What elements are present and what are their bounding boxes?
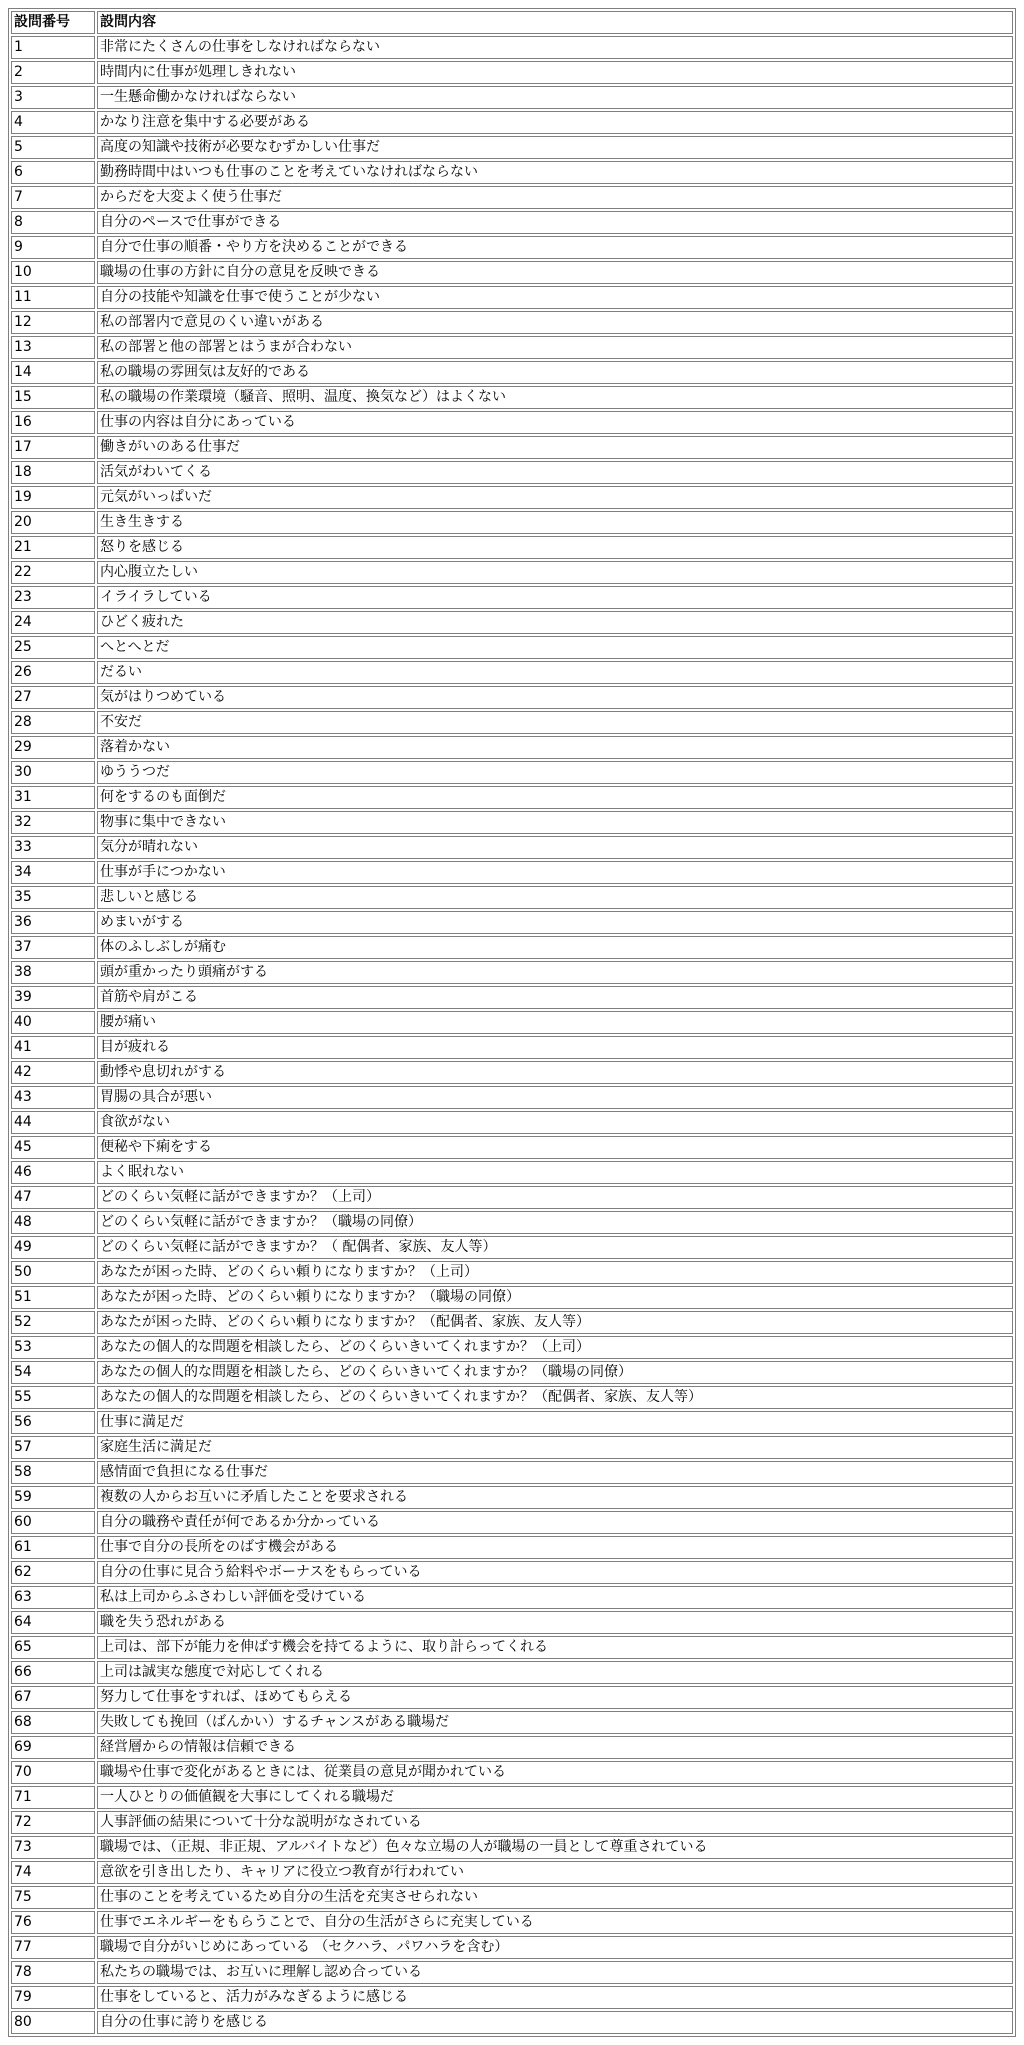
question-number: 62 xyxy=(11,1561,95,1584)
table-row xyxy=(11,1961,1013,1984)
question-number: 5 xyxy=(11,136,95,159)
question-text: 職を失う恐れがある xyxy=(97,1611,1013,1634)
table-row xyxy=(11,761,1013,784)
table-row xyxy=(11,1636,1013,1659)
table-row xyxy=(11,1136,1013,1159)
table-row xyxy=(11,636,1013,659)
table-row xyxy=(11,561,1013,584)
table-row xyxy=(11,1811,1013,1834)
table-row xyxy=(11,136,1013,159)
question-number: 39 xyxy=(11,986,95,1009)
table-row xyxy=(11,1986,1013,2009)
table-row xyxy=(11,1311,1013,1334)
question-number: 79 xyxy=(11,1986,95,2009)
table-row xyxy=(11,1336,1013,1359)
question-number: 80 xyxy=(11,2011,95,2034)
question-text: へとへとだ xyxy=(97,636,1013,659)
table-row xyxy=(11,1436,1013,1459)
table-row xyxy=(11,661,1013,684)
question-number: 25 xyxy=(11,636,95,659)
question-text: 高度の知識や技術が必要なむずかしい仕事だ xyxy=(97,136,1013,159)
table-row xyxy=(11,1711,1013,1734)
question-text: 一人ひとりの価値観を大事にしてくれる職場だ xyxy=(97,1786,1013,1809)
question-number: 53 xyxy=(11,1336,95,1359)
table-row xyxy=(11,1886,1013,1909)
question-text: 体のふしぶしが痛む xyxy=(97,936,1013,959)
table-row xyxy=(11,1686,1013,1709)
question-number: 76 xyxy=(11,1911,95,1934)
question-number: 15 xyxy=(11,386,95,409)
table-row xyxy=(11,811,1013,834)
table-row xyxy=(11,1411,1013,1434)
question-number: 38 xyxy=(11,961,95,984)
question-number: 51 xyxy=(11,1286,95,1309)
question-text: 非常にたくさんの仕事をしなければならない xyxy=(97,36,1013,59)
question-number: 61 xyxy=(11,1536,95,1559)
table-row xyxy=(11,361,1013,384)
question-number: 22 xyxy=(11,561,95,584)
question-number: 42 xyxy=(11,1061,95,1084)
question-number: 54 xyxy=(11,1361,95,1384)
question-text: 職場では、（正規、非正規、アルバイトなど）色々な立場の人が職場の一員として尊重されている xyxy=(97,1836,1013,1859)
question-number: 41 xyxy=(11,1036,95,1059)
question-number: 14 xyxy=(11,361,95,384)
table-row xyxy=(11,261,1013,284)
table-row xyxy=(11,286,1013,309)
question-number: 49 xyxy=(11,1236,95,1259)
question-number: 55 xyxy=(11,1386,95,1409)
question-text: 私の部署内で意見のくい違いがある xyxy=(97,311,1013,334)
table-row xyxy=(11,436,1013,459)
question-text: 自分で仕事の順番・やり方を決めることができる xyxy=(97,236,1013,259)
question-text: 怒りを感じる xyxy=(97,536,1013,559)
question-number: 46 xyxy=(11,1161,95,1184)
table-row xyxy=(11,536,1013,559)
question-number: 12 xyxy=(11,311,95,334)
table-row xyxy=(11,686,1013,709)
table-row xyxy=(11,1061,1013,1084)
question-text: 悲しいと感じる xyxy=(97,886,1013,909)
question-number: 16 xyxy=(11,411,95,434)
question-text: 仕事で自分の長所をのばす機会がある xyxy=(97,1536,1013,1559)
question-number: 9 xyxy=(11,236,95,259)
question-number: 34 xyxy=(11,861,95,884)
table-row xyxy=(11,36,1013,59)
table-row xyxy=(11,861,1013,884)
question-text: 元気がいっぱいだ xyxy=(97,486,1013,509)
table-row xyxy=(11,1286,1013,1309)
table-row xyxy=(11,486,1013,509)
question-number: 75 xyxy=(11,1886,95,1909)
question-text: 食欲がない xyxy=(97,1111,1013,1134)
question-number: 18 xyxy=(11,461,95,484)
question-text: 私の職場の作業環境（騒音、照明、温度、換気など）はよくない xyxy=(97,386,1013,409)
question-text: 職場で自分がいじめにあっている （セクハラ、パワハラを含む） xyxy=(97,1936,1013,1959)
table-row xyxy=(11,911,1013,934)
question-number: 74 xyxy=(11,1861,95,1884)
question-text: あなたの個人的な問題を相談したら、どのくらいきいてくれますか？（配偶者、家族、友人等） xyxy=(97,1386,1013,1409)
question-text: どのくらい気軽に話ができますか？（上司） xyxy=(97,1186,1013,1209)
question-text: 自分の仕事に見合う給料やボーナスをもらっている xyxy=(97,1561,1013,1584)
question-text: 上司は誠実な態度で対応してくれる xyxy=(97,1661,1013,1684)
question-text: 感情面で負担になる仕事だ xyxy=(97,1461,1013,1484)
table-row xyxy=(11,836,1013,859)
question-text: 仕事をしていると、活力がみなぎるように感じる xyxy=(97,1986,1013,2009)
question-text: 胃腸の具合が悪い xyxy=(97,1086,1013,1109)
question-number: 2 xyxy=(11,61,95,84)
question-text: 首筋や肩がこる xyxy=(97,986,1013,1009)
question-text: どのくらい気軽に話ができますか？（ 配偶者、家族、友人等） xyxy=(97,1236,1013,1259)
question-text: 私の職場の雰囲気は友好的である xyxy=(97,361,1013,384)
question-text: あなたの個人的な問題を相談したら、どのくらいきいてくれますか？（上司） xyxy=(97,1336,1013,1359)
table-row xyxy=(11,786,1013,809)
question-number: 13 xyxy=(11,336,95,359)
question-number: 63 xyxy=(11,1586,95,1609)
question-number: 8 xyxy=(11,211,95,234)
question-number: 65 xyxy=(11,1636,95,1659)
question-text: 自分の技能や知識を仕事で使うことが少ない xyxy=(97,286,1013,309)
question-number: 52 xyxy=(11,1311,95,1334)
questionnaire-table xyxy=(8,8,1016,2037)
question-number: 26 xyxy=(11,661,95,684)
table-row xyxy=(11,1586,1013,1609)
table-row xyxy=(11,1611,1013,1634)
question-number: 68 xyxy=(11,1711,95,1734)
question-text: 活気がわいてくる xyxy=(97,461,1013,484)
question-number: 64 xyxy=(11,1611,95,1634)
question-text: ひどく疲れた xyxy=(97,611,1013,634)
question-number: 78 xyxy=(11,1961,95,1984)
table-row xyxy=(11,1236,1013,1259)
table-row xyxy=(11,586,1013,609)
question-number: 19 xyxy=(11,486,95,509)
question-number: 35 xyxy=(11,886,95,909)
question-number: 31 xyxy=(11,786,95,809)
table-row xyxy=(11,736,1013,759)
question-text: 家庭生活に満足だ xyxy=(97,1436,1013,1459)
table-row xyxy=(11,1761,1013,1784)
question-number: 7 xyxy=(11,186,95,209)
question-number: 20 xyxy=(11,511,95,534)
table-row xyxy=(11,386,1013,409)
question-text: 気がはりつめている xyxy=(97,686,1013,709)
question-number: 40 xyxy=(11,1011,95,1034)
table-row xyxy=(11,1011,1013,1034)
question-number: 23 xyxy=(11,586,95,609)
question-text: 複数の人からお互いに矛盾したことを要求される xyxy=(97,1486,1013,1509)
question-number: 28 xyxy=(11,711,95,734)
table-row xyxy=(11,336,1013,359)
question-text: 私は上司からふさわしい評価を受けている xyxy=(97,1586,1013,1609)
question-text: からだを大変よく使う仕事だ xyxy=(97,186,1013,209)
question-number: 47 xyxy=(11,1186,95,1209)
question-number: 50 xyxy=(11,1261,95,1284)
table-row xyxy=(11,411,1013,434)
question-number: 57 xyxy=(11,1436,95,1459)
column-header-content: 設問内容 xyxy=(97,11,1013,34)
question-number: 66 xyxy=(11,1661,95,1684)
question-text: よく眠れない xyxy=(97,1161,1013,1184)
question-number: 36 xyxy=(11,911,95,934)
question-number: 73 xyxy=(11,1836,95,1859)
table-row xyxy=(11,461,1013,484)
table-row xyxy=(11,1036,1013,1059)
table-row xyxy=(11,1836,1013,1859)
question-text: 自分のペースで仕事ができる xyxy=(97,211,1013,234)
question-text: 私の部署と他の部署とはうまが合わない xyxy=(97,336,1013,359)
question-text: 勤務時間中はいつも仕事のことを考えていなければならない xyxy=(97,161,1013,184)
question-text: 経営層からの情報は信頼できる xyxy=(97,1736,1013,1759)
table-row xyxy=(11,1861,1013,1884)
question-number: 56 xyxy=(11,1411,95,1434)
table-row xyxy=(11,2011,1013,2034)
question-text: 気分が晴れない xyxy=(97,836,1013,859)
question-number: 44 xyxy=(11,1111,95,1134)
question-text: 落着かない xyxy=(97,736,1013,759)
question-text: 職場の仕事の方針に自分の意見を反映できる xyxy=(97,261,1013,284)
question-text: 仕事のことを考えているため自分の生活を充実させられない xyxy=(97,1886,1013,1909)
question-text: 何をするのも面倒だ xyxy=(97,786,1013,809)
table-row xyxy=(11,1511,1013,1534)
question-number: 45 xyxy=(11,1136,95,1159)
table-row xyxy=(11,1086,1013,1109)
question-text: 動悸や息切れがする xyxy=(97,1061,1013,1084)
question-text: あなたが困った時、どのくらい頼りになりますか？（職場の同僚） xyxy=(97,1286,1013,1309)
question-text: どのくらい気軽に話ができますか？（職場の同僚） xyxy=(97,1211,1013,1234)
question-number: 70 xyxy=(11,1761,95,1784)
question-number: 58 xyxy=(11,1461,95,1484)
table-row xyxy=(11,1661,1013,1684)
table-row xyxy=(11,161,1013,184)
question-number: 37 xyxy=(11,936,95,959)
question-text: 失敗しても挽回（ばんかい）するチャンスがある職場だ xyxy=(97,1711,1013,1734)
table-row xyxy=(11,511,1013,534)
question-text: 一生懸命働かなければならない xyxy=(97,86,1013,109)
question-number: 30 xyxy=(11,761,95,784)
question-text: 上司は、部下が能力を伸ばす機会を持てるように、取り計らってくれる xyxy=(97,1636,1013,1659)
question-number: 29 xyxy=(11,736,95,759)
question-text: 人事評価の結果について十分な説明がなされている xyxy=(97,1811,1013,1834)
question-text: 私たちの職場では、お互いに理解し認め合っている xyxy=(97,1961,1013,1984)
question-number: 10 xyxy=(11,261,95,284)
table-row xyxy=(11,1186,1013,1209)
question-number: 27 xyxy=(11,686,95,709)
question-text: イライラしている xyxy=(97,586,1013,609)
question-text: 努力して仕事をすれば、ほめてもらえる xyxy=(97,1686,1013,1709)
question-number: 6 xyxy=(11,161,95,184)
question-text: 不安だ xyxy=(97,711,1013,734)
table-row xyxy=(11,1936,1013,1959)
table-row xyxy=(11,961,1013,984)
question-number: 4 xyxy=(11,111,95,134)
table-row xyxy=(11,1461,1013,1484)
question-number: 43 xyxy=(11,1086,95,1109)
question-text: 腰が痛い xyxy=(97,1011,1013,1034)
question-text: 仕事に満足だ xyxy=(97,1411,1013,1434)
question-text: ゆううつだ xyxy=(97,761,1013,784)
question-text: 職場や仕事で変化があるときには、従業員の意見が聞かれている xyxy=(97,1761,1013,1784)
table-row xyxy=(11,611,1013,634)
column-header-number: 設問番号 xyxy=(11,11,95,34)
table-row xyxy=(11,1211,1013,1234)
question-number: 24 xyxy=(11,611,95,634)
question-number: 1 xyxy=(11,36,95,59)
table-row xyxy=(11,1536,1013,1559)
table-row xyxy=(11,186,1013,209)
table-row xyxy=(11,1561,1013,1584)
table-row xyxy=(11,211,1013,234)
question-text: 内心腹立たしい xyxy=(97,561,1013,584)
question-number: 3 xyxy=(11,86,95,109)
question-number: 32 xyxy=(11,811,95,834)
table-row xyxy=(11,1161,1013,1184)
table-row xyxy=(11,111,1013,134)
table-row xyxy=(11,711,1013,734)
question-number: 71 xyxy=(11,1786,95,1809)
question-number: 60 xyxy=(11,1511,95,1534)
table-row xyxy=(11,1261,1013,1284)
question-text: 時間内に仕事が処理しきれない xyxy=(97,61,1013,84)
question-number: 21 xyxy=(11,536,95,559)
question-text: 目が疲れる xyxy=(97,1036,1013,1059)
question-text: 仕事でエネルギーをもらうことで、自分の生活がさらに充実している xyxy=(97,1911,1013,1934)
question-text: かなり注意を集中する必要がある xyxy=(97,111,1013,134)
question-text: あなたが困った時、どのくらい頼りになりますか？（上司） xyxy=(97,1261,1013,1284)
question-text: 便秘や下痢をする xyxy=(97,1136,1013,1159)
question-text: 自分の職務や責任が何であるか分かっている xyxy=(97,1511,1013,1534)
question-number: 33 xyxy=(11,836,95,859)
question-text: あなたの個人的な問題を相談したら、どのくらいきいてくれますか？（職場の同僚） xyxy=(97,1361,1013,1384)
question-text: あなたが困った時、どのくらい頼りになりますか？（配偶者、家族、友人等） xyxy=(97,1311,1013,1334)
question-number: 77 xyxy=(11,1936,95,1959)
question-text: 仕事が手につかない xyxy=(97,861,1013,884)
question-text: 頭が重かったり頭痛がする xyxy=(97,961,1013,984)
table-row xyxy=(11,886,1013,909)
question-number: 17 xyxy=(11,436,95,459)
table-row xyxy=(11,236,1013,259)
table-row xyxy=(11,1486,1013,1509)
question-text: めまいがする xyxy=(97,911,1013,934)
question-text: 生き生きする xyxy=(97,511,1013,534)
question-number: 59 xyxy=(11,1486,95,1509)
question-number: 48 xyxy=(11,1211,95,1234)
table-row xyxy=(11,1386,1013,1409)
table-row xyxy=(11,61,1013,84)
table-body xyxy=(11,36,1013,2034)
table-row xyxy=(11,1361,1013,1384)
question-text: 自分の仕事に誇りを感じる xyxy=(97,2011,1013,2034)
question-number: 69 xyxy=(11,1736,95,1759)
question-text: 意欲を引き出したり、キャリアに役立つ教育が行われてい xyxy=(97,1861,1013,1884)
table-row xyxy=(11,936,1013,959)
table-row xyxy=(11,311,1013,334)
table-row xyxy=(11,1736,1013,1759)
question-text: 物事に集中できない xyxy=(97,811,1013,834)
question-text: だるい xyxy=(97,661,1013,684)
table-row xyxy=(11,986,1013,1009)
question-text: 仕事の内容は自分にあっている xyxy=(97,411,1013,434)
table-row xyxy=(11,1911,1013,1934)
question-number: 67 xyxy=(11,1686,95,1709)
table-row xyxy=(11,1786,1013,1809)
table-row xyxy=(11,86,1013,109)
table-header-row xyxy=(11,11,1013,34)
table-row xyxy=(11,1111,1013,1134)
question-number: 11 xyxy=(11,286,95,309)
question-text: 働きがいのある仕事だ xyxy=(97,436,1013,459)
question-number: 72 xyxy=(11,1811,95,1834)
